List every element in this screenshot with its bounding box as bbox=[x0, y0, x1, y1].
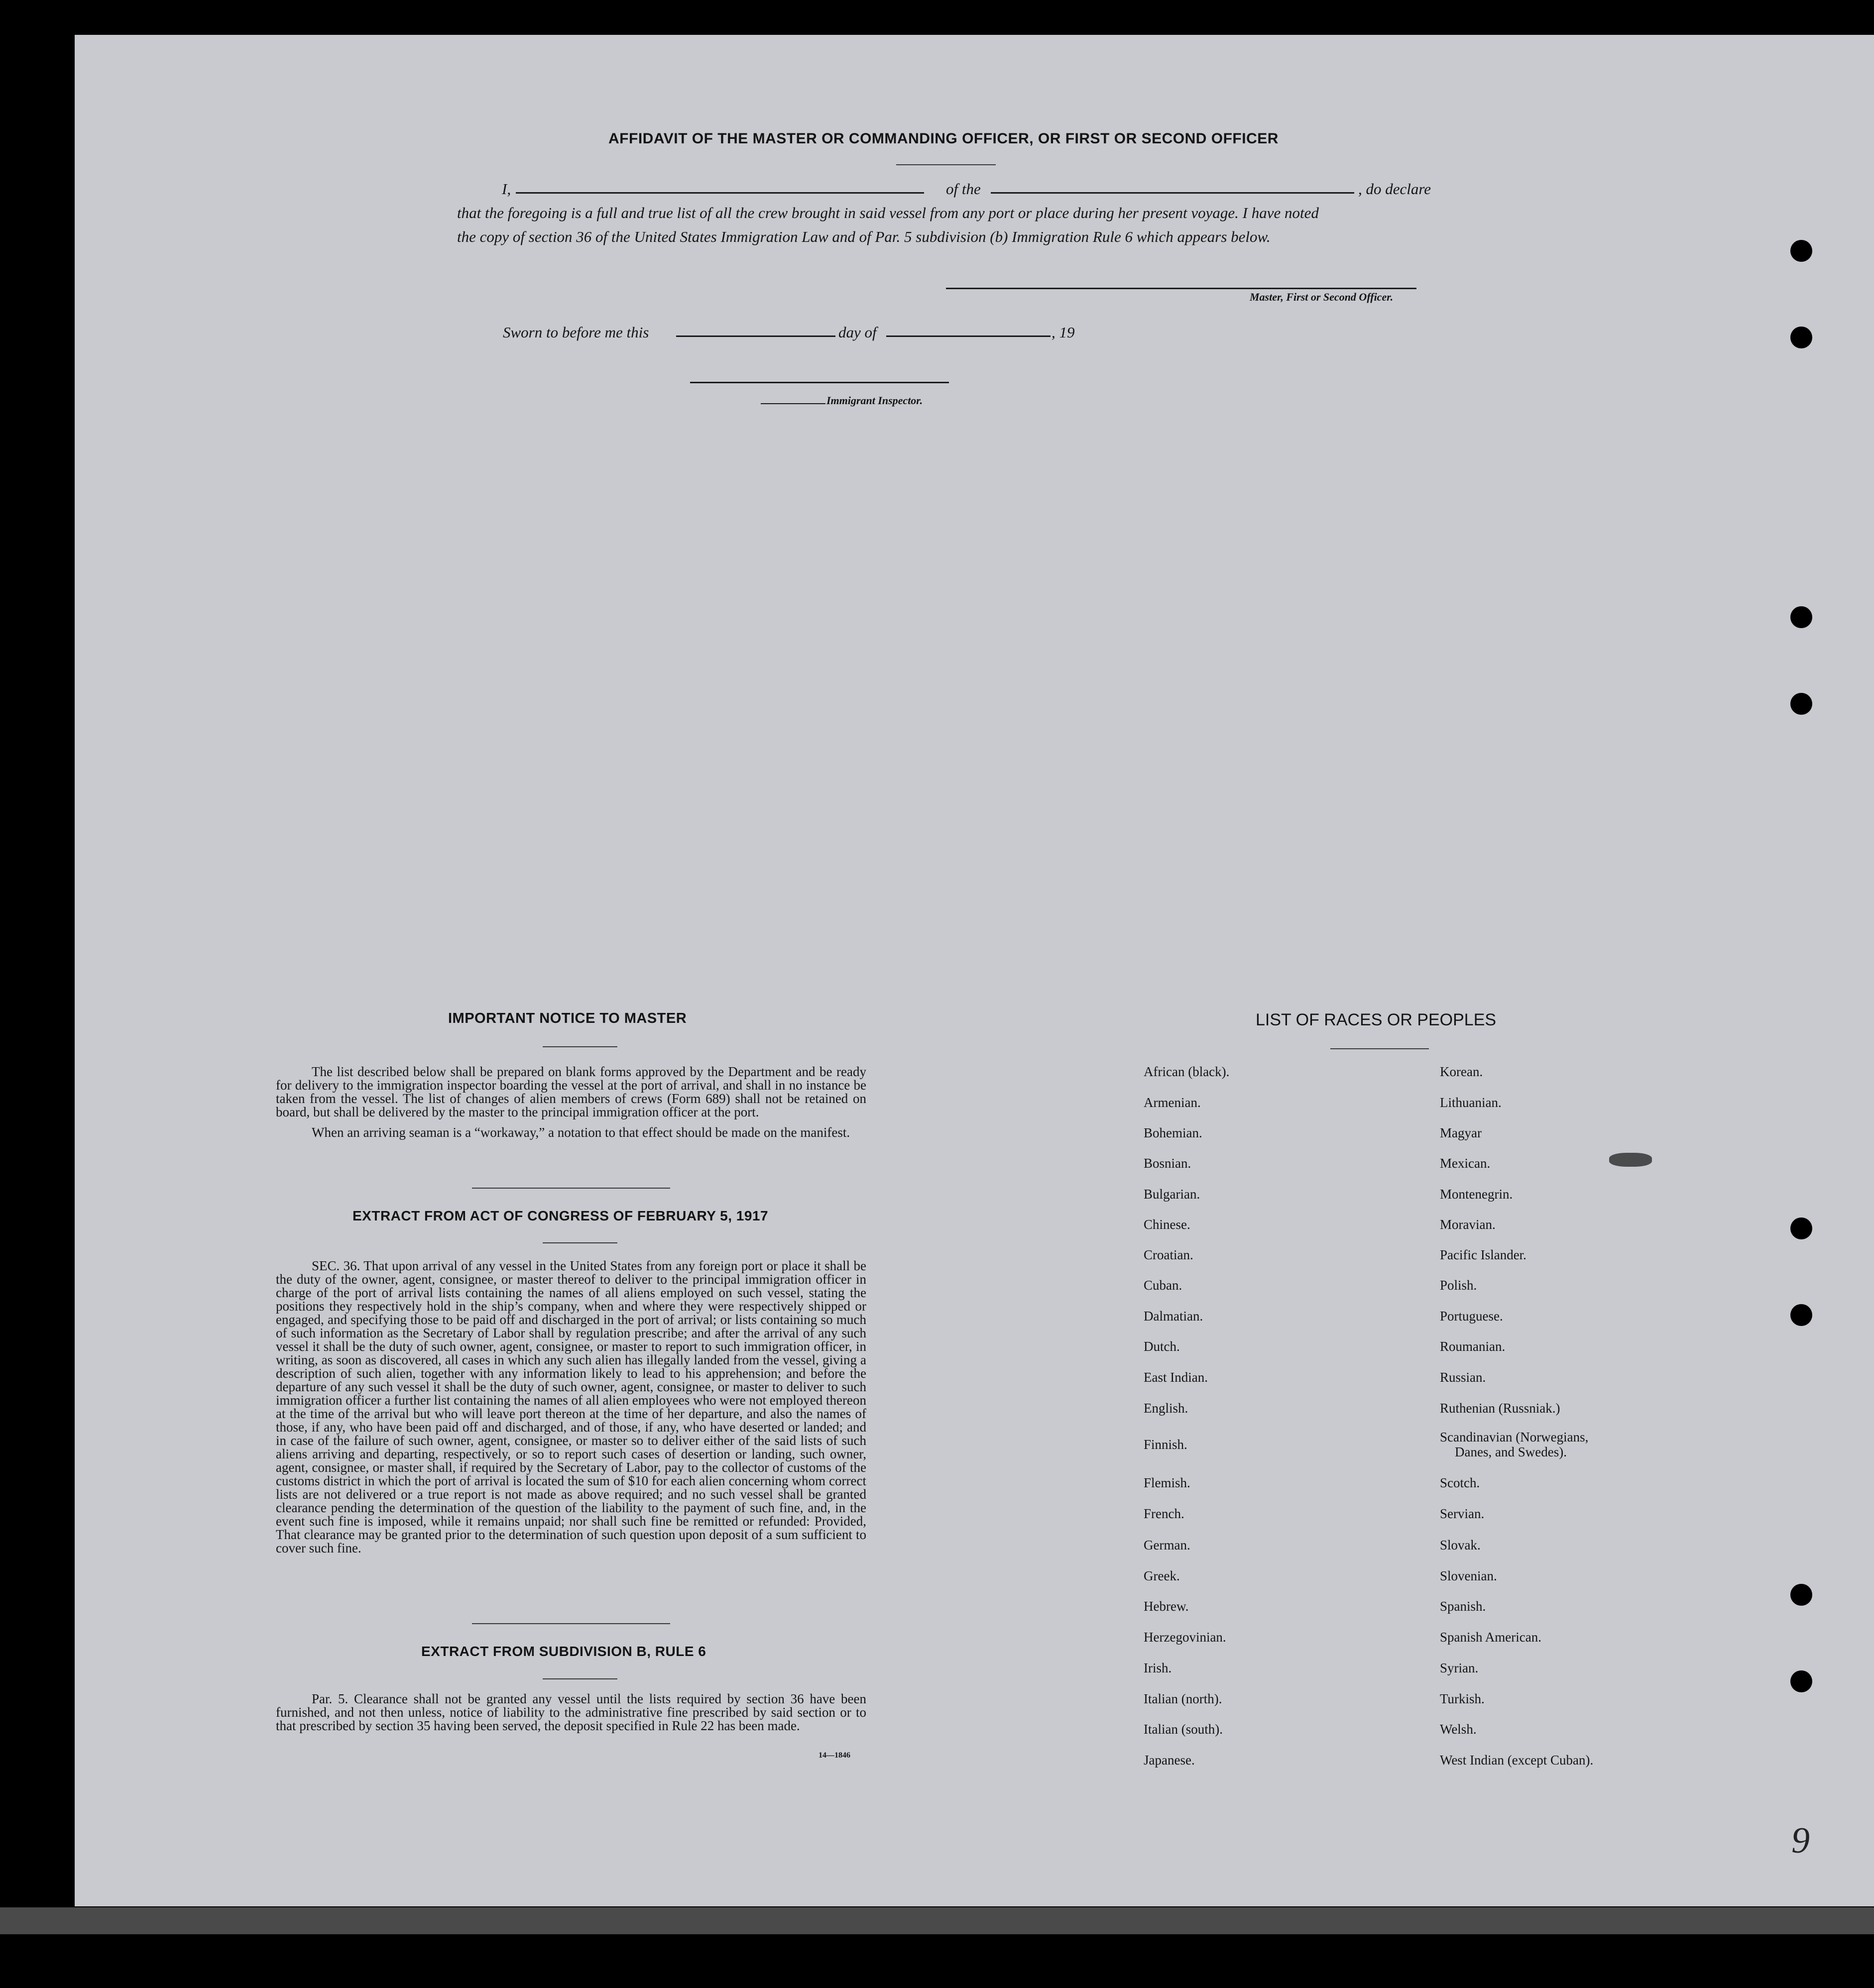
affidavit-title: AFFIDAVIT OF THE MASTER OR COMMANDING OFFICER, OR FIRST OR SECOND OFFICER bbox=[608, 130, 1279, 147]
binder-hole bbox=[1790, 693, 1812, 715]
binder-hole bbox=[1790, 1304, 1812, 1326]
race-right-23: West Indian (except Cuban). bbox=[1440, 1753, 1594, 1767]
act-section-36 bbox=[276, 1259, 866, 1555]
race-right-22: Welsh. bbox=[1440, 1722, 1477, 1737]
inspector-caption: Immigrant Inspector. bbox=[826, 394, 923, 407]
races-divider bbox=[1330, 1048, 1429, 1049]
race-right-11: Russian. bbox=[1440, 1370, 1486, 1385]
race-left-4: Bosnian. bbox=[1144, 1156, 1191, 1171]
rule-divider-top bbox=[472, 1623, 670, 1624]
inspector-short-line bbox=[761, 403, 825, 404]
sworn-prefix: Sworn to before me this bbox=[503, 324, 649, 341]
sworn-year-label: , 19 bbox=[1052, 324, 1075, 341]
rule-title: EXTRACT FROM SUBDIVISION B, RULE 6 bbox=[421, 1644, 706, 1659]
race-right-1: Korean. bbox=[1440, 1064, 1483, 1079]
race-right-21: Turkish. bbox=[1440, 1691, 1485, 1706]
race-right-6: Moravian. bbox=[1440, 1217, 1496, 1232]
declarant-prefix: I, bbox=[502, 180, 511, 198]
ink-smudge bbox=[1609, 1153, 1652, 1167]
race-left-18: Hebrew. bbox=[1144, 1599, 1189, 1614]
vessel-name-line bbox=[991, 192, 1354, 194]
document-page bbox=[75, 35, 1874, 1906]
race-left-1: African (black). bbox=[1144, 1064, 1230, 1079]
master-signature-line bbox=[946, 288, 1416, 289]
title-divider bbox=[896, 164, 996, 165]
notice-paragraph-2: When an arriving seaman is a “workaway,” a notation to that effect should be made on the manifest. bbox=[312, 1125, 850, 1140]
race-right-7: Pacific Islander. bbox=[1440, 1247, 1526, 1262]
race-right-5: Montenegrin. bbox=[1440, 1187, 1513, 1202]
sworn-day-label: day of bbox=[838, 324, 877, 341]
race-left-21: Italian (north). bbox=[1144, 1691, 1222, 1706]
notice-body bbox=[276, 1065, 866, 1146]
race-right-15: Servian. bbox=[1440, 1506, 1485, 1521]
race-right-8: Polish. bbox=[1440, 1278, 1477, 1293]
rule-text: Par. 5. Clearance shall not be granted any vessel until the lists required by section 36 have been furnished, and not then unless, notice of liability to the administrative fine prescribed by said section or to that prescribed by section 35 having been served, the deposit specified in Rule 22 has been made. bbox=[276, 1691, 866, 1733]
race-right-9: Portuguese. bbox=[1440, 1309, 1503, 1324]
binder-hole bbox=[1790, 327, 1812, 348]
race-left-19: Herzegovinian. bbox=[1144, 1630, 1226, 1645]
race-right-3: Magyar bbox=[1440, 1125, 1482, 1140]
race-right-18: Spanish. bbox=[1440, 1599, 1486, 1614]
act-title: EXTRACT FROM ACT OF CONGRESS OF FEBRUARY 5, 1917 bbox=[352, 1208, 769, 1223]
notice-title: IMPORTANT NOTICE TO MASTER bbox=[448, 1010, 687, 1026]
race-left-11: East Indian. bbox=[1144, 1370, 1208, 1385]
race-left-13: Finnish. bbox=[1144, 1437, 1187, 1452]
race-left-16: German. bbox=[1144, 1538, 1190, 1552]
declare-suffix: , do declare bbox=[1358, 180, 1431, 198]
race-right-12: Ruthenian (Russniak.) bbox=[1440, 1401, 1560, 1416]
binder-hole bbox=[1790, 1217, 1812, 1239]
race-right-10: Roumanian. bbox=[1440, 1339, 1506, 1354]
race-right-2: Lithuanian. bbox=[1440, 1095, 1502, 1110]
race-right-13: Scandinavian (Norwegians, bbox=[1440, 1430, 1589, 1444]
declaration-line-3: the copy of section 36 of the United States Immigration Law and of Par. 5 subdivision (b) Immigration Rule 6 which appears below. bbox=[457, 228, 1271, 245]
race-right-14: Scotch. bbox=[1440, 1475, 1480, 1490]
declarant-name-line bbox=[516, 192, 924, 194]
sworn-day-line bbox=[676, 335, 835, 337]
race-left-5: Bulgarian. bbox=[1144, 1187, 1200, 1202]
margin-mark: 9 bbox=[1791, 1820, 1810, 1861]
race-right-4: Mexican. bbox=[1440, 1156, 1491, 1171]
race-left-22: Italian (south). bbox=[1144, 1722, 1223, 1737]
act-section-text: SEC. 36. That upon arrival of any vessel in the United States from any foreign port or place it shall be the duty of the owner, agent, consignee, or master thereof to deliver to the principal immigration officer in charge of the port of arrival lists containing the names of all aliens employed on such vessel, stating the positions they respectively hold in the ship’s company, when and where they were respectively shipped or engaged, and specifying those to be paid off and discharged in the port of arrival; or lists containing so much of such information as the Secretary of Labor shall by regulation prescribe; and after the arrival of any such vessel it shall be the duty of such owner, agent, consignee, or master to report to such immigration officer, in writing, as soon as discovered, all cases in which any such alien has illegally landed from the vessel, giving a description of such alien, together with any information likely to lead to his apprehension; and before the departure of any such vessel it shall be the duty of such owner, agent, consignee, or master to deliver to such immigration officer a further list containing the names of all alien employees who were not employed thereon at the time of the arrival but who will leave port thereon at the time of her departure, and also the names of those, if any, who have been paid off and discharged, and of those, if any, who have deserted or landed; and in case of the failure of such owner, agent, consignee, or master so to deliver either of the said lists of such aliens arriving and departing, respectively, or so to report such cases of desertion or landing, such owner, agent, consignee, or master shall, if required by the Secretary of Labor, pay to the collector of customs of the customs district in which the port of arrival is located the sum of $10 for each alien concerning whom correct lists are not delivered or a true report is not made as above required; and no such vessel shall be granted clearance pending the determination of the question of the liability to the payment of such fine, and, in the event such fine is imposed, while it remains unpaid; nor shall such fine be remitted or refunded: Provided, That clearance may be granted prior to the determination of such question upon deposit of a sum sufficient to cover such fine. bbox=[276, 1258, 866, 1555]
race-left-15: French. bbox=[1144, 1506, 1184, 1521]
race-left-8: Cuban. bbox=[1144, 1278, 1182, 1293]
race-left-6: Chinese. bbox=[1144, 1217, 1190, 1232]
rule-divider-bottom bbox=[543, 1678, 617, 1679]
race-left-2: Armenian. bbox=[1144, 1095, 1201, 1110]
binder-hole bbox=[1790, 1584, 1812, 1606]
race-right-13-cont: Danes, and Swedes). bbox=[1455, 1444, 1567, 1459]
race-left-7: Croatian. bbox=[1144, 1247, 1193, 1262]
races-title: LIST OF RACES OR PEOPLES bbox=[1256, 1010, 1497, 1029]
race-left-3: Bohemian. bbox=[1144, 1125, 1202, 1140]
race-left-9: Dalmatian. bbox=[1144, 1309, 1203, 1324]
binder-hole bbox=[1790, 240, 1812, 262]
form-number: 14—1846 bbox=[819, 1751, 850, 1760]
declaration-line-2: that the foregoing is a full and true list of all the crew brought in said vessel from any port or place during her present voyage. I have noted bbox=[457, 204, 1319, 221]
binder-hole bbox=[1790, 1670, 1812, 1692]
rule-paragraph-5 bbox=[276, 1692, 866, 1733]
notice-paragraph-1: The list described below shall be prepared on blank forms approved by the Department and be ready for delivery to the immigration inspector boarding the vessel at the port of arrival, and shall in no instance be taken from the vessel. The list of changes of alien members of crews (Form 689) shall not be retained on board, but shall be delivered by the master to the principal immigration officer at the port. bbox=[276, 1064, 866, 1119]
race-right-19: Spanish American. bbox=[1440, 1630, 1541, 1645]
act-divider-top bbox=[472, 1188, 670, 1189]
race-left-23: Japanese. bbox=[1144, 1753, 1195, 1767]
sworn-month-line bbox=[886, 335, 1051, 337]
race-left-17: Greek. bbox=[1144, 1568, 1180, 1583]
binder-hole bbox=[1790, 606, 1812, 628]
race-right-17: Slovenian. bbox=[1440, 1568, 1497, 1583]
vessel-of-label: of the bbox=[946, 180, 981, 198]
race-right-16: Slovak. bbox=[1440, 1538, 1481, 1552]
bottom-edge-strip bbox=[0, 1907, 1874, 1934]
act-divider-bottom bbox=[543, 1242, 617, 1243]
notice-divider bbox=[543, 1046, 617, 1047]
race-left-10: Dutch. bbox=[1144, 1339, 1180, 1354]
master-caption: Master, First or Second Officer. bbox=[1250, 291, 1394, 303]
race-right-20: Syrian. bbox=[1440, 1660, 1479, 1675]
inspector-signature-line bbox=[690, 382, 949, 383]
race-left-14: Flemish. bbox=[1144, 1475, 1190, 1490]
race-left-12: English. bbox=[1144, 1401, 1188, 1416]
race-left-20: Irish. bbox=[1144, 1660, 1172, 1675]
